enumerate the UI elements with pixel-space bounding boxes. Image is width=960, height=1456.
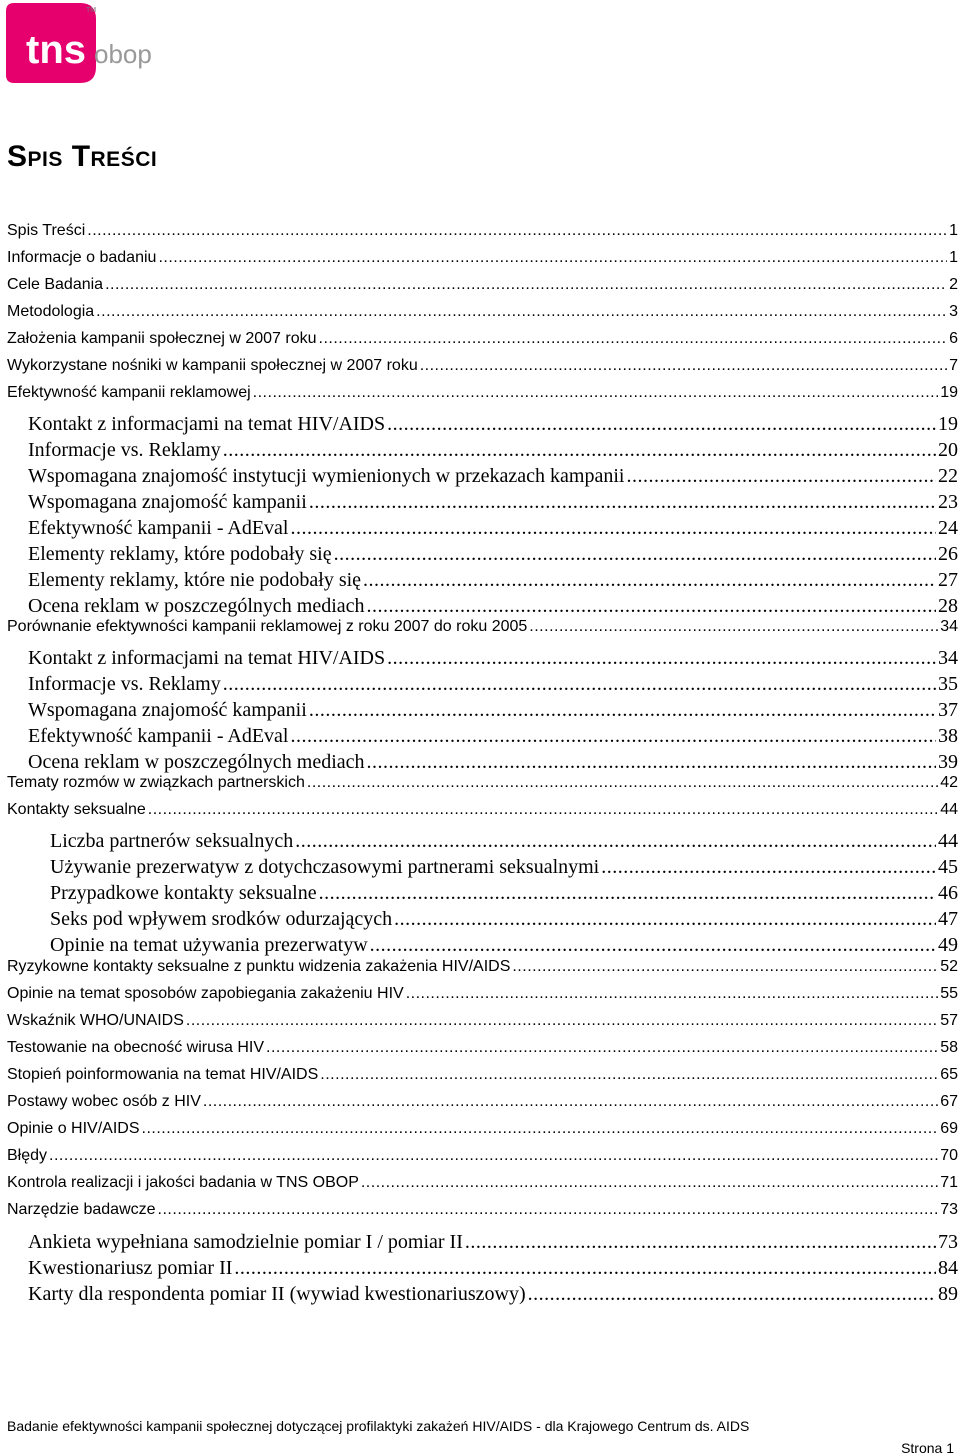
toc-entry-page: 73 [940,1201,958,1218]
toc-entry-label: Kontakty seksualne [7,801,146,818]
toc-entry-page: 38 [938,725,958,747]
toc-entry-page: 19 [940,384,958,401]
toc-entry-label: Porównanie efektywności kampanii reklamowej z roku 2007 do roku 2005 [7,618,528,635]
toc-entry-label: Narzędzie badawcze [7,1201,156,1218]
toc-entry-label: Kontakt z informacjami na temat HIV/AIDS [28,647,386,669]
dot-leader [387,413,936,436]
toc-entry[interactable] [7,1174,958,1192]
toc-entry-page: 57 [940,1012,958,1029]
dot-leader [295,830,936,853]
toc-entry-page: 70 [940,1147,958,1164]
toc-entry-label: Efektywność kampanii reklamowej [7,384,251,401]
toc-entry[interactable] [28,491,958,514]
toc-entry-page: 44 [940,801,958,818]
toc-entry-page: 39 [938,751,958,773]
toc-entry[interactable] [28,673,958,696]
dot-leader [406,985,939,1003]
toc-entry[interactable] [50,908,958,931]
dot-leader [320,1066,938,1084]
dot-leader [319,330,948,348]
dot-leader [49,1147,938,1165]
toc-entry-page: 73 [938,1231,958,1253]
toc-entry-page: 7 [949,357,958,374]
toc-entry-label: Stopień poinformowania na temat HIV/AIDS [7,1066,319,1083]
toc-entry[interactable] [7,1120,958,1138]
toc-entry[interactable] [50,856,958,879]
toc-entry-label: Karty dla respondenta pomiar II (wywiad kwestionariuszowy) [28,1283,526,1305]
dot-leader [529,618,938,636]
toc-entry-page: 42 [940,774,958,791]
dot-leader [363,569,936,592]
toc-entry-page: 27 [938,569,958,591]
svg-text:tns: tns [26,28,86,72]
dot-leader [186,1012,938,1030]
footer-text: Badanie efektywności kampanii społecznej dotyczącej profilaktyki zakażeń HIV/AIDS - dla Krajowego Centrum ds. AIDS [7,1418,750,1434]
toc-entry-label: Wykorzystane nośniki w kampanii społecznej w 2007 roku [7,357,418,374]
dot-leader [361,1174,938,1192]
toc-entry-page: 34 [938,647,958,669]
toc-entry-page: 58 [940,1039,958,1056]
toc-entry-label: Wspomagana znajomość instytucji wymienionych w przekazach kampanii [28,465,625,487]
toc-entry[interactable] [28,725,958,748]
toc-entry-page: 3 [949,303,958,320]
tns-logo-mark [6,3,156,83]
svg-text:TM: TM [86,7,97,14]
toc-entry-page: 20 [938,439,958,461]
toc-entry[interactable] [7,618,958,636]
toc-entry[interactable] [28,569,958,592]
dot-leader [87,222,947,240]
toc-entry[interactable] [7,222,958,240]
toc-entry[interactable] [50,830,958,853]
toc-entry-page: 69 [940,1120,958,1137]
toc-entry-page: 71 [940,1174,958,1191]
toc-entry-page: 35 [938,673,958,695]
toc-entry-label: Seks pod wpływem srodków odurzających [50,908,393,930]
toc-entry-page: 65 [940,1066,958,1083]
toc-entry-label: Tematy rozmów w związkach partnerskich [7,774,305,791]
toc-entry-label: Kwestionariusz pomiar II [28,1257,233,1279]
toc-entry[interactable] [7,303,958,321]
dot-leader [234,1257,936,1280]
toc-entry-page: 84 [938,1257,958,1279]
toc-entry-label: Błędy [7,1147,48,1164]
toc-entry-page: 26 [938,543,958,565]
toc-entry[interactable] [28,543,958,566]
toc-entry-page: 47 [938,908,958,930]
dot-leader [309,699,936,722]
toc-entry-page: 23 [938,491,958,513]
toc-entry[interactable] [7,1012,958,1030]
toc-entry-label: Efektywność kampanii - AdEval [28,725,289,747]
dot-leader [394,908,936,931]
toc-entry[interactable] [28,1283,958,1306]
toc-entry[interactable] [7,276,958,294]
toc-entry[interactable] [7,1066,958,1084]
toc-entry-page: 45 [938,856,958,878]
toc-entry[interactable] [7,384,958,402]
toc-entry-label: Używanie prezerwatyw z dotychczasowymi partnerami seksualnymi [50,856,600,878]
toc-entry[interactable] [7,958,958,976]
dot-leader [601,856,936,879]
toc-entry[interactable] [7,249,958,267]
toc-entry-page: 52 [940,958,958,975]
toc-entry-label: Wspomagana znajomość kampanii [28,699,307,721]
dot-leader [291,725,937,748]
dot-leader [223,673,936,696]
dot-leader [528,1283,936,1306]
toc-entry-label: Wskaźnik WHO/UNAIDS [7,1012,184,1029]
toc-entry-page: 34 [940,618,958,635]
dot-leader [319,882,936,905]
toc-entry-label: Opinie na temat używania prezerwatyw [50,934,368,956]
toc-entry-label: Efektywność kampanii - AdEval [28,517,289,539]
toc-entry-label: Liczba partnerów seksualnych [50,830,294,852]
dot-leader [105,276,947,294]
svg-text:obop: obop [94,39,152,69]
dot-leader [158,249,947,267]
toc-entry-label: Ocena reklam w poszczególnych mediach [28,751,365,773]
toc-entry[interactable] [28,647,958,670]
toc-entry-label: Wspomagana znajomość kampanii [28,491,307,513]
toc-entry-label: Ankieta wypełniana samodzielnie pomiar I / pomiar II [28,1231,463,1253]
page-title: Spis Treści [7,140,158,173]
dot-leader [370,934,936,957]
dot-leader [387,647,936,670]
toc-entry-page: 89 [938,1283,958,1305]
dot-leader [291,517,937,540]
dot-leader [367,595,936,618]
toc-entry-label: Informacje vs. Reklamy [28,673,221,695]
dot-leader [223,439,936,462]
toc-entry[interactable] [7,357,958,375]
toc-entry-page: 6 [949,330,958,347]
toc-entry[interactable] [28,439,958,462]
toc-entry[interactable] [7,1039,958,1057]
toc-entry-label: Ryzykowne kontakty seksualne z punktu widzenia zakażenia HIV/AIDS [7,958,511,975]
toc-entry-page: 67 [940,1093,958,1110]
dot-leader [465,1231,936,1254]
toc-entry-page: 24 [938,517,958,539]
toc-entry[interactable] [28,465,958,488]
toc-entry[interactable] [28,517,958,540]
toc-entry-page: 19 [938,413,958,435]
toc-entry-label: Elementy reklamy, które nie podobały się [28,569,362,591]
toc-entry-label: Elementy reklamy, które podobały się [28,543,332,565]
tns-obop-logo [6,3,156,83]
toc-entry-label: Spis Treści [7,222,86,239]
toc-entry-page: 49 [938,934,958,956]
toc-entry-label: Kontrola realizacji i jakości badania w TNS OBOP [7,1174,359,1191]
toc-entry-label: Ocena reklam w poszczególnych mediach [28,595,365,617]
toc-entry-page: 2 [949,276,958,293]
toc-entry-label: Postawy wobec osób z HIV [7,1093,201,1110]
toc-entry[interactable] [28,699,958,722]
toc-entry-page: 1 [949,249,958,266]
dot-leader [334,543,936,566]
dot-leader [253,384,939,402]
toc-entry[interactable] [50,882,958,905]
toc-entry[interactable] [7,1093,958,1111]
dot-leader [142,1120,939,1138]
dot-leader [266,1039,938,1057]
toc-entry-page: 28 [938,595,958,617]
toc-entry-page: 22 [938,465,958,487]
toc-entry-label: Cele Badania [7,276,104,293]
dot-leader [148,801,938,819]
toc-entry[interactable] [7,1201,958,1219]
toc-entry-page: 37 [938,699,958,721]
toc-entry[interactable] [28,413,958,436]
dot-leader [203,1093,938,1111]
toc-entry-page: 46 [938,882,958,904]
toc-entry[interactable] [50,934,958,957]
toc-entry-page: 44 [938,830,958,852]
dot-leader [307,774,938,792]
toc-entry-label: Informacje vs. Reklamy [28,439,221,461]
toc-entry-label: Kontakt z informacjami na temat HIV/AIDS [28,413,386,435]
footer-page-number: Strona 1 [901,1440,954,1456]
dot-leader [626,465,936,488]
toc-entry-label: Przypadkowe kontakty seksualne [50,882,317,904]
toc-entry[interactable] [7,330,958,348]
toc-entry[interactable] [7,1147,958,1165]
dot-leader [96,303,947,321]
toc-entry[interactable] [28,1257,958,1280]
toc-entry-label: Opinie na temat sposobów zapobiegania zakażeniu HIV [7,985,404,1002]
dot-leader [158,1201,939,1219]
dot-leader [420,357,947,375]
toc-entry[interactable] [28,1231,958,1254]
toc-entry-label: Opinie o HIV/AIDS [7,1120,140,1137]
toc-entry[interactable] [7,774,958,792]
dot-leader [512,958,938,976]
toc-entry[interactable] [7,985,958,1003]
toc-entry-label: Testowanie na obecność wirusa HIV [7,1039,265,1056]
toc-entry-page: 1 [949,222,958,239]
toc-entry[interactable] [28,595,958,618]
toc-entry-label: Założenia kampanii społecznej w 2007 roku [7,330,317,347]
toc-entry-label: Metodologia [7,303,95,320]
dot-leader [367,751,936,774]
toc-entry-page: 55 [940,985,958,1002]
toc-entry[interactable] [28,751,958,774]
toc-entry[interactable] [7,801,958,819]
dot-leader [309,491,936,514]
toc-entry-label: Informacje o badaniu [7,249,157,266]
